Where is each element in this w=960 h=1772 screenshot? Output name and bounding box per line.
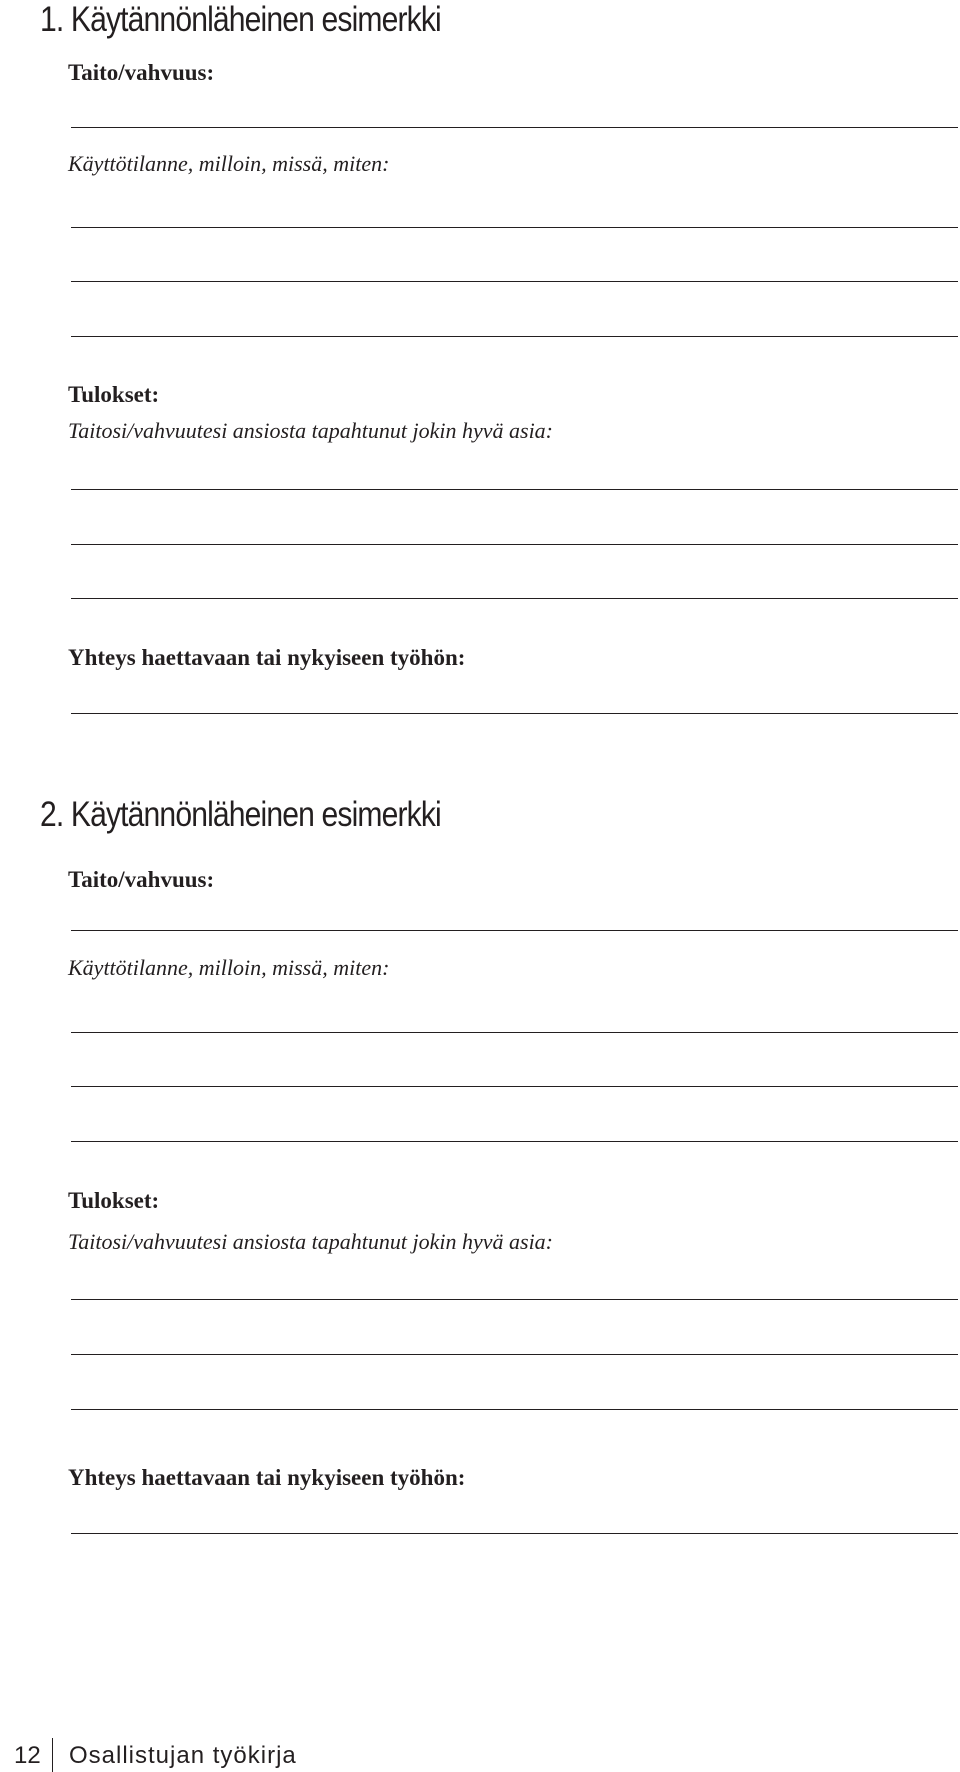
section-1-usage-answer-line-2[interactable] [71,281,958,282]
section-1-usage-label: Käyttötilanne, milloin, missä, miten: [68,151,390,176]
section-1-connection-answer-line[interactable] [71,713,958,714]
section-1-usage-answer-line-3[interactable] [71,336,958,337]
section-2-usage-answer-line-1[interactable] [71,1032,958,1033]
section-2-skill-answer-line[interactable] [71,930,958,931]
section-1-connection-label: Yhteys haettavaan tai nykyiseen työhön: [68,645,466,670]
section-1-heading: 1. Käytännönläheinen esimerkki [40,0,441,39]
footer-title: Osallistujan työkirja [69,1742,297,1769]
section-1-results-answer-line-3[interactable] [71,598,958,599]
page-number: 12 [14,1742,41,1769]
section-2-skill-label: Taito/vahvuus: [68,867,215,892]
section-1-skill-answer-line[interactable] [71,127,958,128]
section-2-usage-answer-line-3[interactable] [71,1141,958,1142]
section-2-results-answer-line-2[interactable] [71,1354,958,1355]
section-1-skill-label: Taito/vahvuus: [68,60,215,85]
section-2-results-sublabel: Taitosi/vahvuutesi ansiosta tapahtunut jokin hyvä asia: [68,1229,554,1254]
section-2-connection-answer-line[interactable] [71,1533,958,1534]
section-1-usage-answer-line-1[interactable] [71,227,958,228]
section-2-results-answer-line-3[interactable] [71,1409,958,1410]
section-2-results-label: Tulokset: [68,1188,160,1213]
section-2-connection-label: Yhteys haettavaan tai nykyiseen työhön: [68,1465,466,1490]
footer-divider [52,1738,53,1772]
section-2-usage-label: Käyttötilanne, milloin, missä, miten: [68,955,390,980]
section-1-results-label: Tulokset: [68,382,160,407]
section-2-usage-answer-line-2[interactable] [71,1086,958,1087]
section-1-results-answer-line-1[interactable] [71,489,958,490]
section-1-results-answer-line-2[interactable] [71,544,958,545]
section-1-results-sublabel: Taitosi/vahvuutesi ansiosta tapahtunut jokin hyvä asia: [68,418,554,443]
section-2-results-answer-line-1[interactable] [71,1299,958,1300]
section-2-heading: 2. Käytännönläheinen esimerkki [40,795,441,834]
